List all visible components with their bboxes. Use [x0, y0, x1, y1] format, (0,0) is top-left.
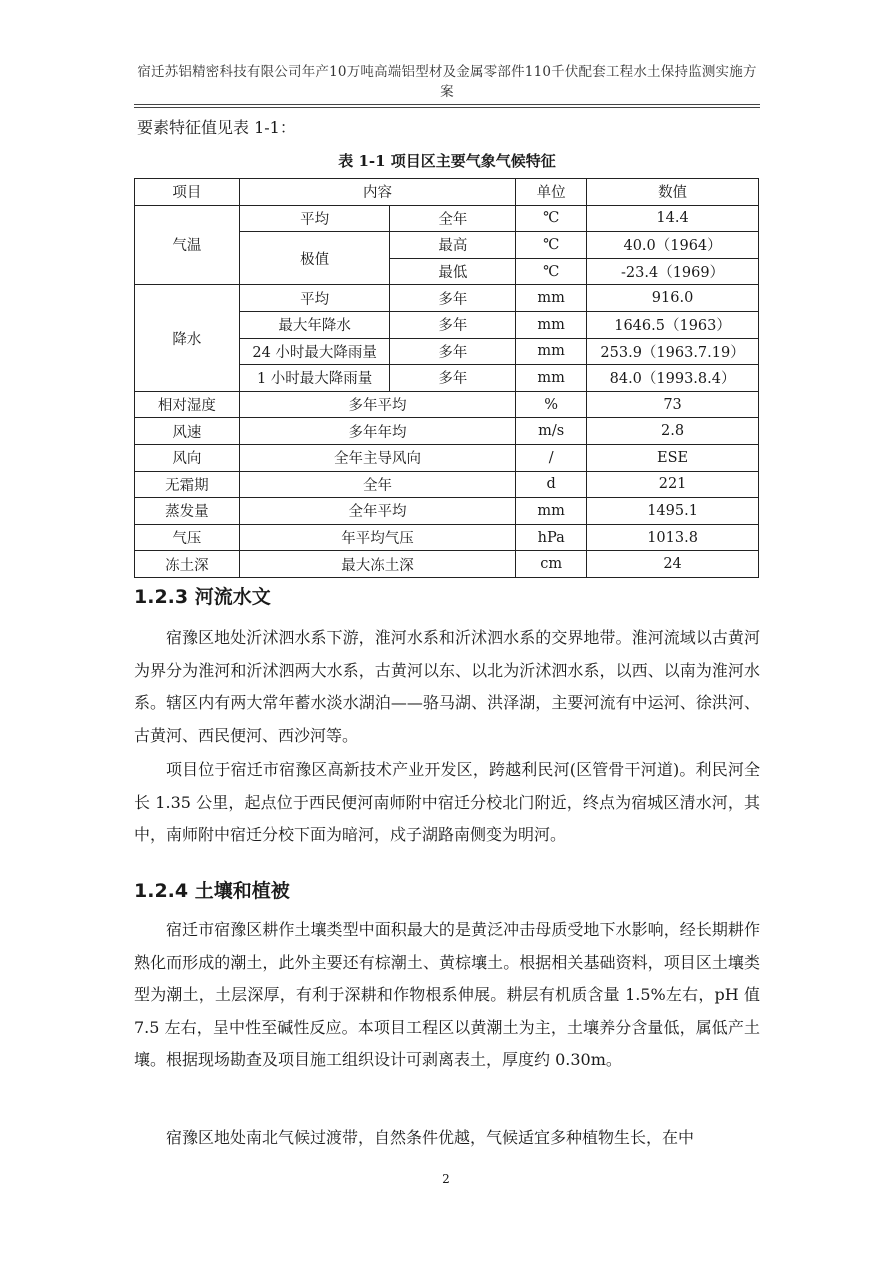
- climate-table: [134, 178, 759, 578]
- content-cell: 1 小时最大降雨量: [239, 365, 390, 392]
- table-row: [135, 471, 759, 498]
- category-cell: 气压: [135, 524, 240, 551]
- unit-cell: mm: [516, 311, 587, 338]
- value-cell: 73: [587, 391, 759, 418]
- table-row: [135, 551, 759, 578]
- content-cell: 极值: [239, 232, 390, 285]
- content-cell: 多年年均: [239, 418, 515, 445]
- table-row: [135, 498, 759, 525]
- section-heading-soil-vegetation: 1.2.4 土壤和植被: [134, 880, 290, 902]
- unit-cell: mm: [516, 365, 587, 392]
- header-cell: 数值: [587, 179, 759, 206]
- unit-cell: mm: [516, 285, 587, 312]
- content-cell: 年平均气压: [239, 524, 515, 551]
- header-cell: 内容: [239, 179, 515, 206]
- table-row: [135, 524, 759, 551]
- unit-cell: ℃: [516, 258, 587, 285]
- table-row: [135, 444, 759, 471]
- table-row: [135, 285, 759, 312]
- page-header: 宿迁苏铝精密科技有限公司年产10万吨高端铝型材及金属零部件110千伏配套工程水土保持监测实施方案: [134, 60, 760, 105]
- value-cell: 2.8: [587, 418, 759, 445]
- section-heading-hydrology: 1.2.3 河流水文: [134, 586, 271, 608]
- value-cell: 14.4: [587, 205, 759, 232]
- unit-cell: hPa: [516, 524, 587, 551]
- period-cell: 多年: [390, 338, 516, 365]
- content-cell: 多年平均: [239, 391, 515, 418]
- period-cell: 多年: [390, 365, 516, 392]
- content-cell: 全年主导风向: [239, 444, 515, 471]
- paragraph-soil-1: 宿迁市宿豫区耕作土壤类型中面积最大的是黄泛冲击母质受地下水影响，经长期耕作熟化而形成的潮土，此外主要还有棕潮土、黄棕壤土。根据相关基础资料，项目区土壤类型为潮土，土层深厚，有利于深耕和作物根系伸展。耕层有机质含量 1.5%左右，pH 值 7.5 左右，呈中性至碱性反应。本项目工程区以黄潮土为主，土壤养分含量低，属低产土壤。根据现场勘查及项目施工组织设计可剥离表土，厚度约 0.30m。: [134, 920, 760, 1069]
- unit-cell: /: [516, 444, 587, 471]
- table-row: [135, 391, 759, 418]
- category-cell: 冻土深: [135, 551, 240, 578]
- category-cell: 蒸发量: [135, 498, 240, 525]
- value-cell: 253.9（1963.7.19）: [587, 338, 759, 365]
- header-cell: 单位: [516, 179, 587, 206]
- category-cell: 气温: [135, 205, 240, 285]
- table-row: [135, 418, 759, 445]
- header-cell: 项目: [135, 179, 240, 206]
- period-cell: 多年: [390, 285, 516, 312]
- value-cell: 221: [587, 471, 759, 498]
- value-cell: 1495.1: [587, 498, 759, 525]
- value-cell: ESE: [587, 444, 759, 471]
- category-cell: 无霜期: [135, 471, 240, 498]
- table-row: [135, 205, 759, 232]
- page-number: 2: [442, 1172, 450, 1186]
- paragraph-hydrology-1: 宿豫区地处沂沭泗水系下游，淮河水系和沂沭泗水系的交界地带。淮河流域以古黄河为界分为淮河和沂沭泗两大水系，古黄河以东、以北为沂沭泗水系，以西、以南为淮河水系。辖区内有两大常年蓄水淡水湖泊——骆马湖、洪泽湖，主要河流有中运河、徐洪河、古黄河、西民便河、西沙河等。: [134, 628, 760, 745]
- value-cell: 24: [587, 551, 759, 578]
- unit-cell: cm: [516, 551, 587, 578]
- unit-cell: ℃: [516, 205, 587, 232]
- period-cell: 最低: [390, 258, 516, 285]
- content-cell: 24 小时最大降雨量: [239, 338, 390, 365]
- unit-cell: ℃: [516, 232, 587, 259]
- paragraph-hydrology-2: 项目位于宿迁市宿豫区高新技术产业开发区，跨越利民河(区管骨干河道)。利民河全长 1.35 公里，起点位于西民便河南师附中宿迁分校北门附近，终点为宿城区清水河，其中，南师附中宿迁分校下面为暗河，戍子湖路南侧变为明河。: [134, 760, 760, 844]
- table-header-row: [135, 179, 759, 206]
- unit-cell: %: [516, 391, 587, 418]
- value-cell: 1013.8: [587, 524, 759, 551]
- category-cell: 降水: [135, 285, 240, 391]
- value-cell: 40.0（1964）: [587, 232, 759, 259]
- content-cell: 平均: [239, 205, 390, 232]
- period-cell: 最高: [390, 232, 516, 259]
- period-cell: 多年: [390, 311, 516, 338]
- period-cell: 全年: [390, 205, 516, 232]
- unit-cell: d: [516, 471, 587, 498]
- paragraph-vegetation-1: 宿豫区地处南北气候过渡带，自然条件优越，气候适宜多种植物生长，在中: [166, 1128, 695, 1147]
- content-cell: 平均: [239, 285, 390, 312]
- table-caption: 表 1-1 项目区主要气象气候特征: [338, 152, 556, 170]
- unit-cell: mm: [516, 498, 587, 525]
- unit-cell: m/s: [516, 418, 587, 445]
- value-cell: 84.0（1993.8.4）: [587, 365, 759, 392]
- value-cell: 1646.5（1963）: [587, 311, 759, 338]
- intro-text: 要素特征值见表 1-1：: [137, 118, 296, 137]
- content-cell: 全年平均: [239, 498, 515, 525]
- category-cell: 相对湿度: [135, 391, 240, 418]
- value-cell: 916.0: [587, 285, 759, 312]
- unit-cell: mm: [516, 338, 587, 365]
- content-cell: 最大年降水: [239, 311, 390, 338]
- value-cell: -23.4（1969）: [587, 258, 759, 285]
- category-cell: 风向: [135, 444, 240, 471]
- content-cell: 最大冻土深: [239, 551, 515, 578]
- content-cell: 全年: [239, 471, 515, 498]
- category-cell: 风速: [135, 418, 240, 445]
